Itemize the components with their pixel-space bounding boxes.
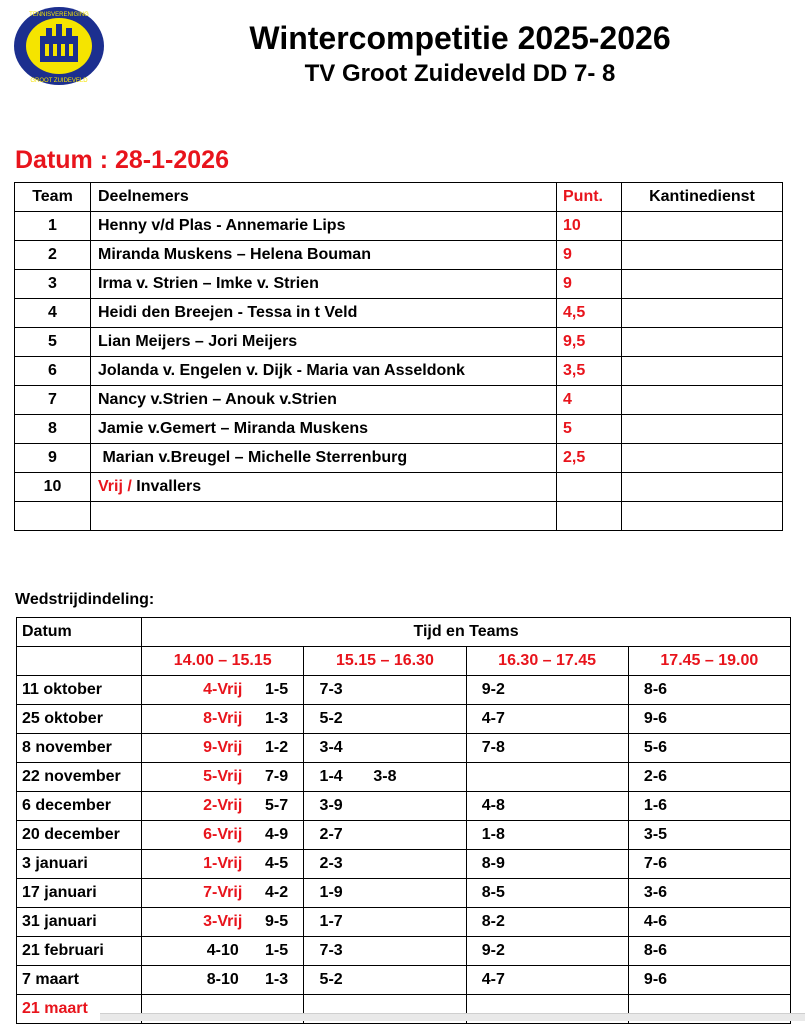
match-cell — [142, 879, 196, 908]
invallers-label: Invallers — [131, 478, 202, 495]
team-points: 5 — [557, 415, 622, 444]
match-cell: 5-2 — [304, 705, 358, 734]
match-cell — [412, 850, 466, 879]
match-cell: 5-Vrij — [196, 763, 250, 792]
team-number: 8 — [15, 415, 91, 444]
match-cell: 9-6 — [628, 705, 682, 734]
match-cell: 3-6 — [628, 879, 682, 908]
match-cell — [412, 763, 466, 792]
team-number: 4 — [15, 299, 91, 328]
team-kantinedienst — [622, 473, 783, 502]
match-cell — [574, 908, 628, 937]
team-members: Marian v.Breugel – Michelle Sterrenburg — [91, 444, 557, 473]
schedule-header-row — [17, 618, 791, 647]
match-cell: 4-Vrij — [196, 676, 250, 705]
date-heading: Datum : 28-1-2026 — [15, 146, 229, 174]
match-cell: 7-3 — [304, 676, 358, 705]
match-cell: 2-7 — [304, 821, 358, 850]
time-slot-header: 16.30 – 17.45 — [466, 647, 628, 676]
team-kantinedienst — [622, 444, 783, 473]
match-cell: 1-5 — [250, 676, 304, 705]
match-cell — [358, 734, 412, 763]
match-cell — [142, 763, 196, 792]
match-cell — [736, 792, 790, 821]
match-cell: 7-8 — [466, 734, 520, 763]
match-cell: 1-2 — [250, 734, 304, 763]
match-cell: 8-9 — [466, 850, 520, 879]
match-cell — [142, 850, 196, 879]
match-cell — [682, 908, 736, 937]
match-cell — [520, 879, 574, 908]
match-cell: 9-Vrij — [196, 734, 250, 763]
match-cell — [682, 705, 736, 734]
teams-header-row — [15, 183, 783, 212]
match-cell: 4-6 — [628, 908, 682, 937]
match-cell: 4-5 — [250, 850, 304, 879]
schedule-row — [17, 705, 791, 734]
match-cell — [736, 763, 790, 792]
match-cell: 4-7 — [466, 966, 520, 995]
team-kantinedienst — [622, 299, 783, 328]
match-cell — [574, 937, 628, 966]
match-cell: 3-9 — [304, 792, 358, 821]
empty-cell — [15, 502, 91, 531]
team-members: Miranda Muskens – Helena Bouman — [91, 241, 557, 270]
match-cell: 9-2 — [466, 937, 520, 966]
schedule-label: Wedstrijdindeling: — [15, 591, 155, 608]
match-cell: 8-Vrij — [196, 705, 250, 734]
team-row — [15, 270, 783, 299]
empty-cell — [17, 647, 142, 676]
team-members: Heidi den Breejen - Tessa in t Veld — [91, 299, 557, 328]
page-subtitle: TV Groot Zuideveld DD 7- 8 — [304, 60, 616, 87]
team-kantinedienst — [622, 328, 783, 357]
svg-text:GROOT ZUIDEVELD: GROOT ZUIDEVELD — [30, 78, 88, 84]
team-points: 10 — [557, 212, 622, 241]
match-cell — [682, 763, 736, 792]
team-row — [15, 444, 783, 473]
match-cell — [736, 966, 790, 995]
team-number: 7 — [15, 386, 91, 415]
team-number: 6 — [15, 357, 91, 386]
match-cell: 4-10 — [196, 937, 250, 966]
match-cell — [520, 821, 574, 850]
team-points: 9 — [557, 241, 622, 270]
match-cell: 8-5 — [466, 879, 520, 908]
match-cell: 1-9 — [304, 879, 358, 908]
match-cell — [682, 734, 736, 763]
match-cell: 2-3 — [304, 850, 358, 879]
match-cell — [412, 966, 466, 995]
match-cell — [358, 705, 412, 734]
match-cell — [682, 850, 736, 879]
schedule-date: 7 maart — [17, 966, 142, 995]
schedule-row — [17, 879, 791, 908]
team-number: 10 — [15, 473, 91, 502]
match-cell — [682, 821, 736, 850]
match-cell — [142, 937, 196, 966]
match-cell: 1-8 — [466, 821, 520, 850]
match-cell — [520, 763, 574, 792]
col-team: Team — [15, 183, 91, 212]
team-row — [15, 473, 783, 502]
match-cell — [520, 908, 574, 937]
schedule-date: 20 december — [17, 821, 142, 850]
team-number: 9 — [15, 444, 91, 473]
team-points: 3,5 — [557, 357, 622, 386]
match-cell — [574, 821, 628, 850]
schedule-date: 11 oktober — [17, 676, 142, 705]
time-slot-header: 14.00 – 15.15 — [142, 647, 304, 676]
match-cell — [574, 734, 628, 763]
match-cell — [736, 879, 790, 908]
match-cell — [412, 705, 466, 734]
team-members: Jamie v.Gemert – Miranda Muskens — [91, 415, 557, 444]
match-cell: 7-3 — [304, 937, 358, 966]
team-kantinedienst — [622, 241, 783, 270]
schedule-row — [17, 966, 791, 995]
match-cell: 3-5 — [628, 821, 682, 850]
team-row — [15, 357, 783, 386]
schedule-date: 31 januari — [17, 908, 142, 937]
match-cell: 1-4 — [304, 763, 358, 792]
match-cell — [466, 763, 520, 792]
col-tijd-en-teams: Tijd en Teams — [142, 618, 791, 647]
match-cell — [574, 792, 628, 821]
team-kantinedienst — [622, 386, 783, 415]
match-cell: 5-2 — [304, 966, 358, 995]
match-cell — [520, 676, 574, 705]
match-cell: 1-5 — [250, 937, 304, 966]
match-cell: 4-9 — [250, 821, 304, 850]
match-cell — [412, 879, 466, 908]
time-slot-header: 15.15 – 16.30 — [304, 647, 466, 676]
match-cell: 8-10 — [196, 966, 250, 995]
empty-cell — [557, 502, 622, 531]
schedule-date: 17 januari — [17, 879, 142, 908]
time-slot-header: 17.45 – 19.00 — [628, 647, 790, 676]
match-cell — [574, 850, 628, 879]
schedule-row — [17, 821, 791, 850]
match-cell: 7-6 — [628, 850, 682, 879]
match-cell: 7-9 — [250, 763, 304, 792]
team-row — [15, 328, 783, 357]
match-cell: 1-Vrij — [196, 850, 250, 879]
match-cell — [358, 908, 412, 937]
match-cell — [736, 850, 790, 879]
schedule-date: 25 oktober — [17, 705, 142, 734]
match-cell: 9-2 — [466, 676, 520, 705]
svg-text:TENNISVERENIGING: TENNISVERENIGING — [29, 12, 89, 18]
match-cell — [736, 908, 790, 937]
match-cell: 1-3 — [250, 705, 304, 734]
schedule-row — [17, 763, 791, 792]
match-cell: 5-6 — [628, 734, 682, 763]
team-points: 4,5 — [557, 299, 622, 328]
match-cell — [574, 676, 628, 705]
match-cell — [520, 850, 574, 879]
match-cell: 4-2 — [250, 879, 304, 908]
schedule-table — [16, 617, 791, 1024]
match-cell: 3-Vrij — [196, 908, 250, 937]
match-cell: 9-6 — [628, 966, 682, 995]
match-cell — [574, 879, 628, 908]
match-cell — [412, 676, 466, 705]
team-points: 9 — [557, 270, 622, 299]
match-cell — [358, 879, 412, 908]
match-cell — [736, 705, 790, 734]
match-cell — [736, 937, 790, 966]
team-members: Irma v. Strien – Imke v. Strien — [91, 270, 557, 299]
team-row — [15, 299, 783, 328]
page-title: Wintercompetitie 2025-2026 — [249, 20, 671, 56]
col-datum: Datum — [17, 618, 142, 647]
team-points: 9,5 — [557, 328, 622, 357]
match-cell — [682, 966, 736, 995]
match-cell — [574, 966, 628, 995]
team-members — [91, 473, 557, 502]
match-cell: 2-Vrij — [196, 792, 250, 821]
team-members: Jolanda v. Engelen v. Dijk - Maria van Asseldonk — [91, 357, 557, 386]
match-cell — [520, 792, 574, 821]
team-members: Nancy v.Strien – Anouk v.Strien — [91, 386, 557, 415]
match-cell — [358, 821, 412, 850]
match-cell — [358, 937, 412, 966]
match-cell: 5-7 — [250, 792, 304, 821]
team-number: 2 — [15, 241, 91, 270]
match-cell — [412, 908, 466, 937]
match-cell — [520, 734, 574, 763]
empty-cell — [622, 502, 783, 531]
match-cell — [520, 966, 574, 995]
teams-table — [14, 182, 783, 531]
match-cell — [142, 676, 196, 705]
match-cell — [412, 792, 466, 821]
schedule-date: 21 maart — [17, 995, 142, 1024]
team-points: 2,5 — [557, 444, 622, 473]
empty-cell — [91, 502, 557, 531]
schedule-row — [17, 908, 791, 937]
match-cell: 3-8 — [358, 763, 412, 792]
team-kantinedienst — [622, 415, 783, 444]
col-punt: Punt. — [557, 183, 622, 212]
match-cell: 8-6 — [628, 937, 682, 966]
match-cell — [358, 966, 412, 995]
match-cell — [358, 676, 412, 705]
match-cell: 4-7 — [466, 705, 520, 734]
club-logo — [13, 6, 105, 86]
team-row — [15, 241, 783, 270]
schedule-row — [17, 792, 791, 821]
match-cell — [142, 821, 196, 850]
match-cell — [412, 734, 466, 763]
match-cell — [520, 937, 574, 966]
team-kantinedienst — [622, 212, 783, 241]
schedule-date: 8 november — [17, 734, 142, 763]
team-row — [15, 212, 783, 241]
match-cell: 1-7 — [304, 908, 358, 937]
match-cell: 9-5 — [250, 908, 304, 937]
match-cell — [358, 850, 412, 879]
match-cell: 1-3 — [250, 966, 304, 995]
match-cell — [520, 705, 574, 734]
match-cell — [358, 792, 412, 821]
match-cell — [574, 705, 628, 734]
team-row — [15, 386, 783, 415]
team-number: 1 — [15, 212, 91, 241]
schedule-row — [17, 937, 791, 966]
team-number: 3 — [15, 270, 91, 299]
match-cell — [682, 676, 736, 705]
match-cell — [142, 734, 196, 763]
team-points — [557, 473, 622, 502]
match-cell — [682, 879, 736, 908]
match-cell: 2-6 — [628, 763, 682, 792]
match-cell — [142, 966, 196, 995]
match-cell: 8-6 — [628, 676, 682, 705]
match-cell — [142, 705, 196, 734]
match-cell — [574, 763, 628, 792]
schedule-date: 6 december — [17, 792, 142, 821]
match-cell: 6-Vrij — [196, 821, 250, 850]
schedule-date: 21 februari — [17, 937, 142, 966]
team-members: Lian Meijers – Jori Meijers — [91, 328, 557, 357]
team-points: 4 — [557, 386, 622, 415]
match-cell: 8-2 — [466, 908, 520, 937]
schedule-row — [17, 850, 791, 879]
schedule-row — [17, 676, 791, 705]
team-members: Henny v/d Plas - Annemarie Lips — [91, 212, 557, 241]
team-kantinedienst — [622, 270, 783, 299]
match-cell — [736, 734, 790, 763]
schedule-date: 22 november — [17, 763, 142, 792]
col-kantinedienst: Kantinedienst — [622, 183, 783, 212]
match-cell — [736, 676, 790, 705]
match-cell: 4-8 — [466, 792, 520, 821]
match-cell: 7-Vrij — [196, 879, 250, 908]
team-number: 5 — [15, 328, 91, 357]
schedule-date: 3 januari — [17, 850, 142, 879]
team-row — [15, 415, 783, 444]
match-cell — [412, 821, 466, 850]
match-cell — [412, 937, 466, 966]
match-cell — [142, 908, 196, 937]
match-cell: 3-4 — [304, 734, 358, 763]
match-cell — [736, 821, 790, 850]
time-slot-row — [17, 647, 791, 676]
schedule-row — [17, 734, 791, 763]
match-cell — [682, 792, 736, 821]
empty-row — [15, 502, 783, 531]
team-kantinedienst — [622, 357, 783, 386]
match-cell: 1-6 — [628, 792, 682, 821]
col-deelnemers: Deelnemers — [91, 183, 557, 212]
match-cell — [142, 792, 196, 821]
vrij-label: Vrij / — [98, 478, 132, 495]
match-cell — [682, 937, 736, 966]
